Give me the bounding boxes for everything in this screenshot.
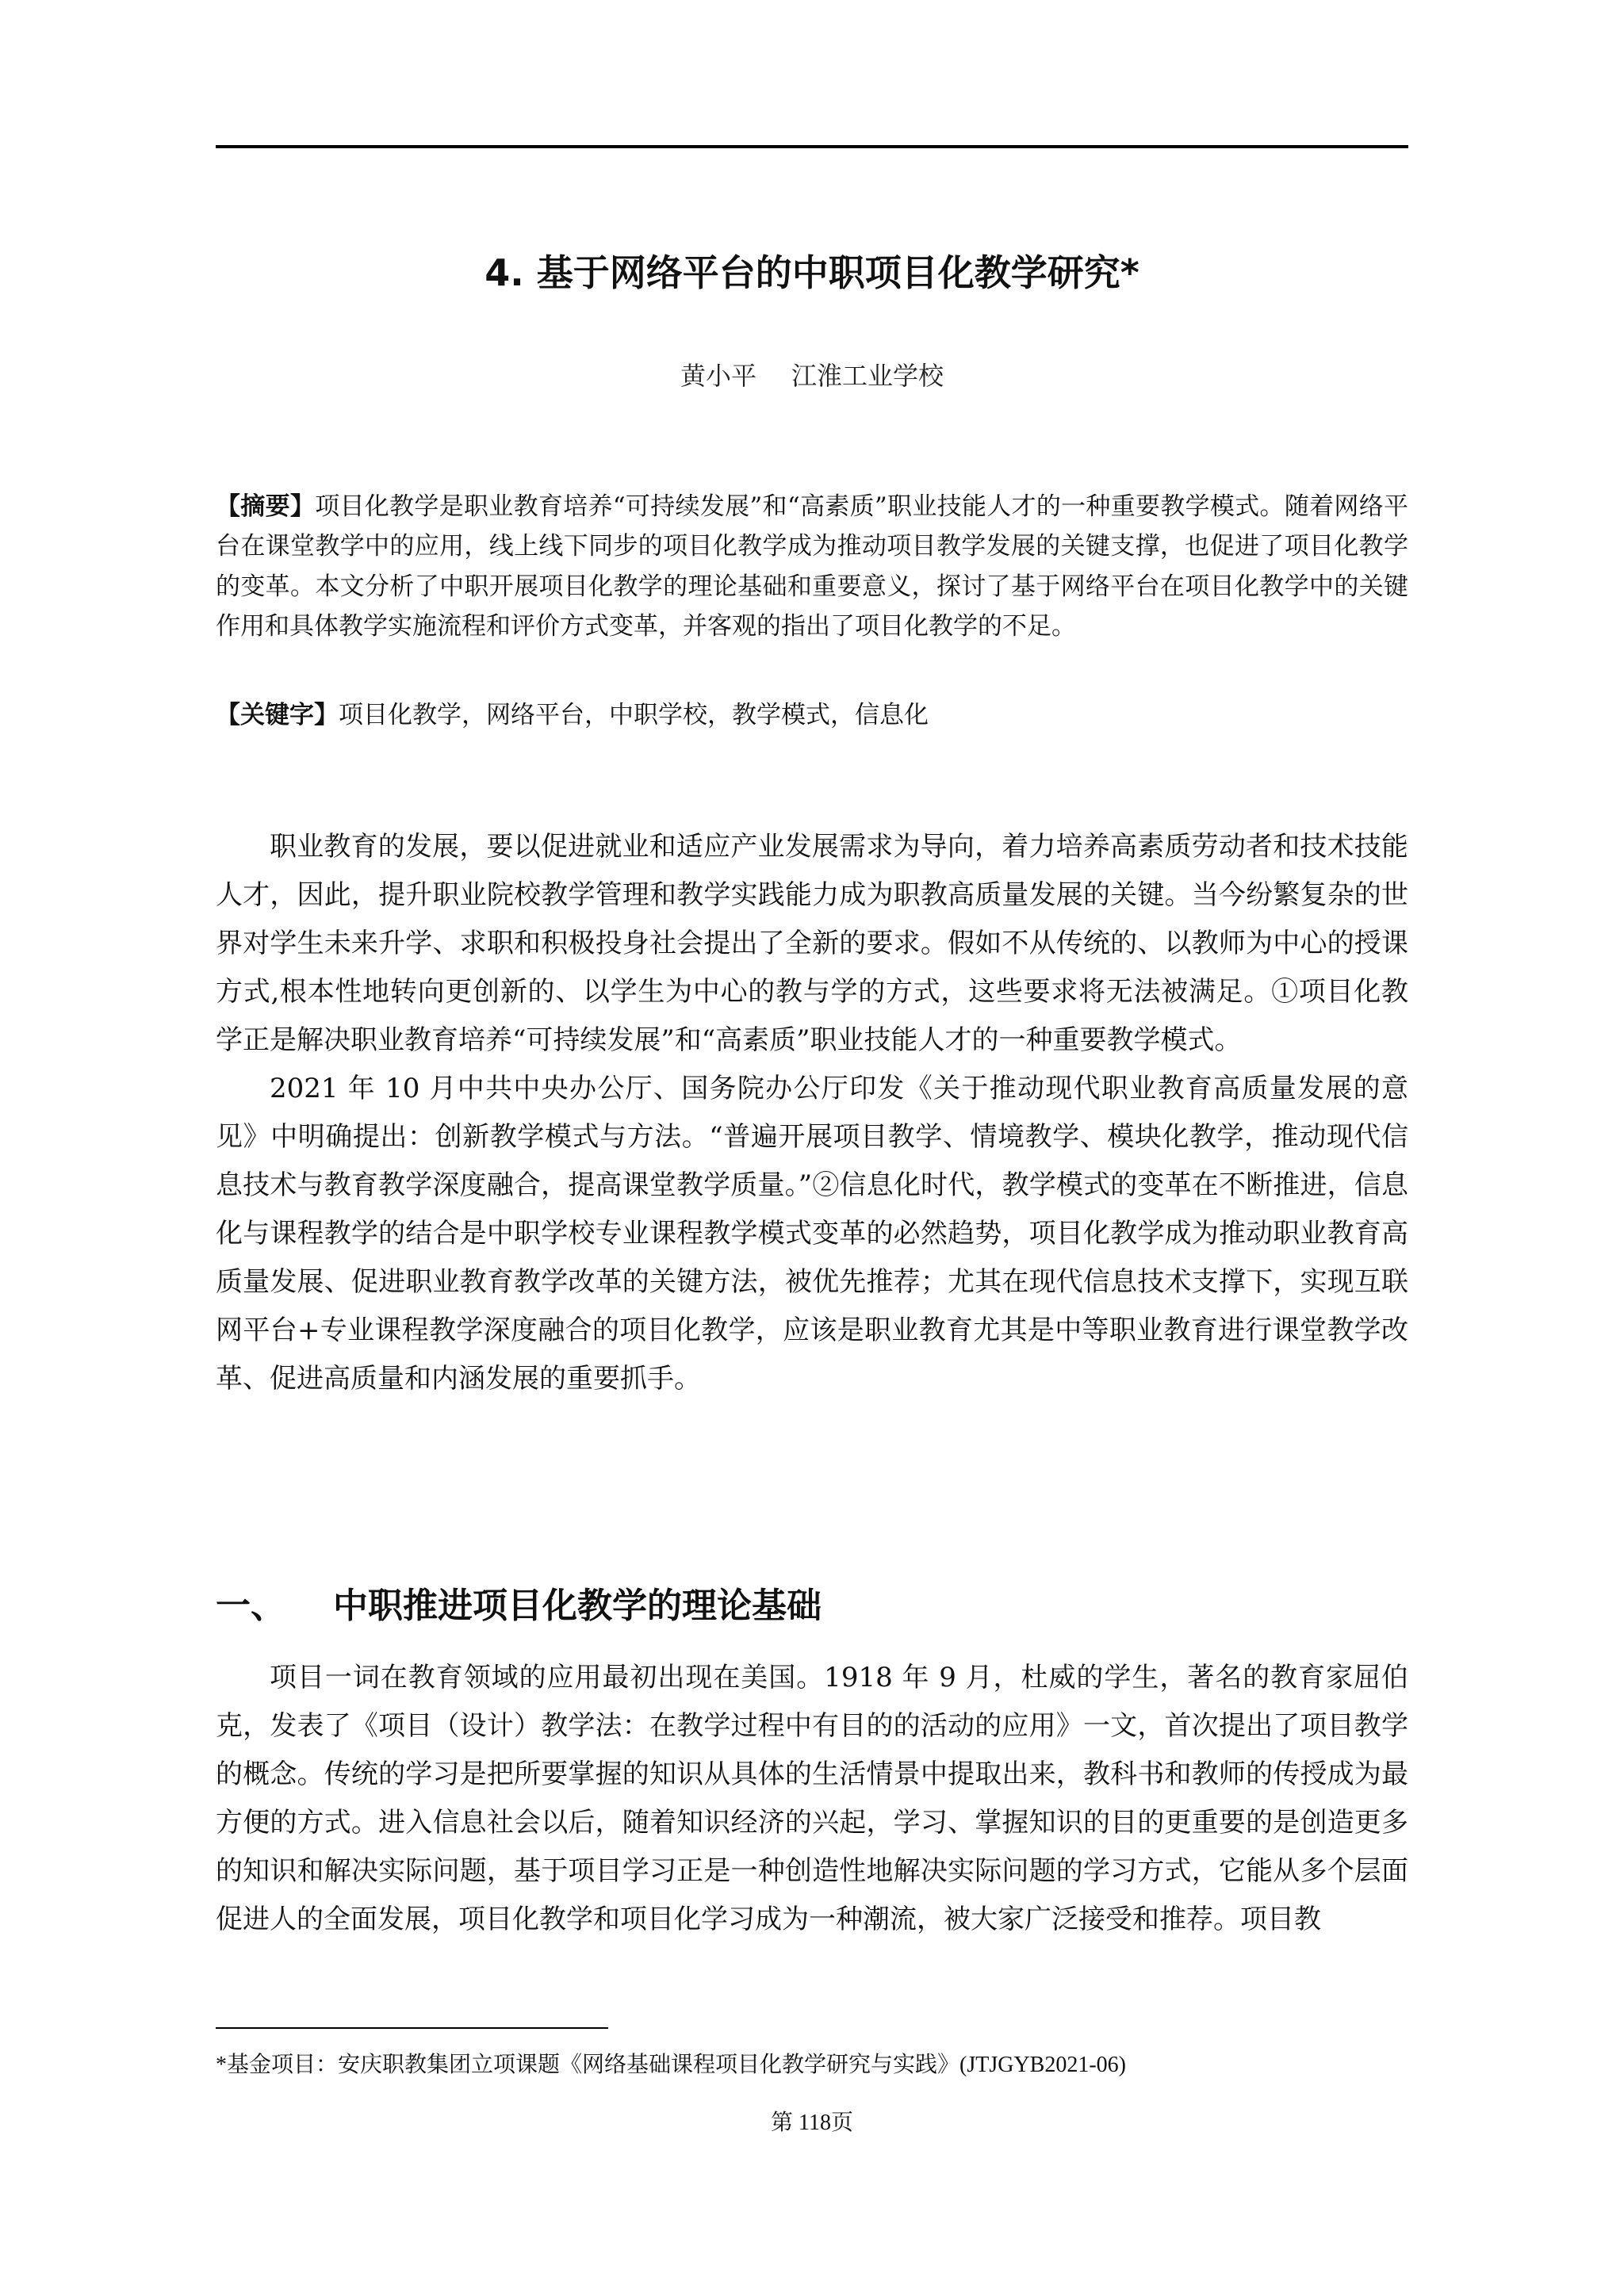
keywords-text: 项目化教学，网络平台，中职学校，教学模式，信息化 (339, 701, 929, 729)
section-heading (216, 1582, 1408, 1630)
abstract-label: 【摘要】 (216, 492, 316, 521)
section-title: 中职推进项目化教学的理论基础 (333, 1586, 822, 1626)
author-line (216, 357, 1408, 395)
abstract-text: 项目化教学是职业教育培养“可持续发展”和“高素质”职业技能人才的一种重要教学模式。随着网络平台在课堂教学中的应用，线上线下同步的项目化教学成为推动项目教学发展的关键支撑，也促进了项目化教学的变革。本文分析了中职开展项目化教学的理论基础和重要意义，探讨了基于网络平台在项目化教学中的关键作用和具体教学实施流程和评价方式变革，并客观的指出了项目化教学的不足。 (216, 492, 1409, 641)
body-paragraph: 职业教育的发展，要以促进就业和适应产业发展需求为导向，着力培养高素质劳动者和技术技能人才，因此，提升职业院校教学管理和教学实践能力成为职教高质量发展的关键。当今纷繁复杂的世界对学生未来升学、求职和积极投身社会提出了全新的要求。假如不从传统的、以教师为中心的授课方式,根本性地转向更创新的、以学生为中心的教与学的方式，这些要求将无法被满足。①项目化教学正是解决职业教育培养“可持续发展”和“高素质”职业技能人才的一种重要教学模式。 (216, 831, 1408, 1056)
header-rule (216, 145, 1408, 148)
author-affiliation: 江淮工业学校 (791, 361, 944, 391)
footnote: *基金项目：安庆职教集团立项课题《网络基础课程项目化教学研究与实践》(JTJGYB2021-06) (216, 2053, 1126, 2077)
body-paragraph: 2021 年 10 月中共中央办公厅、国务院办公厅印发《关于推动现代职业教育高质量发展的意见》中明确提出：创新教学模式与方法。“普遍开展项目教学、情境教学、模块化教学，推动现代信息技术与教育教学深度融合，提高课堂教学质量。”②信息化时代，教学模式的变革在不断推进，信息化与课程教学的结合是中职学校专业课程教学模式变革的必然趋势，项目化教学成为推动职业教育高质量发展、促进职业教育教学改革的关键方法，被优先推荐；尤其在现代信息技术支撑下，实现互联网平台+专业课程教学深度融合的项目化教学，应该是职业教育尤其是中等职业教育进行课堂教学改革、促进高质量和内涵发展的重要抓手。 (216, 1073, 1408, 1395)
abstract (216, 487, 1408, 646)
page-number: 第 118页 (771, 2110, 853, 2135)
footnote-rule (216, 2027, 608, 2029)
paper-title: 4. 基于网络平台的中职项目化教学研究* (485, 251, 1139, 294)
keywords (216, 695, 1408, 735)
intro-section (216, 823, 1408, 1403)
author-name: 黄小平 (680, 361, 756, 391)
section-body (216, 1654, 1408, 1944)
keywords-label: 【关键字】 (216, 701, 339, 729)
body-paragraph: 项目一词在教育领域的应用最初出现在美国。1918 年 9 月，杜威的学生，著名的教育家屈伯克，发表了《项目（设计）教学法：在教学过程中有目的的活动的应用》一文，首次提出了项目教学的概念。传统的学习是把所要掌握的知识从具体的生活情景中提取出来，教科书和教师的传授成为最方便的方式。进入信息社会以后，随着知识经济的兴起，学习、掌握知识的目的更重要的是创造更多的知识和解决实际问题，基于项目学习正是一种创造性地解决实际问题的学习方式，它能从多个层面促进人的全面发展，项目化教学和项目化学习成为一种潮流，被大家广泛接受和推荐。项目教 (216, 1662, 1408, 1935)
section-number: 一、 (216, 1586, 285, 1626)
